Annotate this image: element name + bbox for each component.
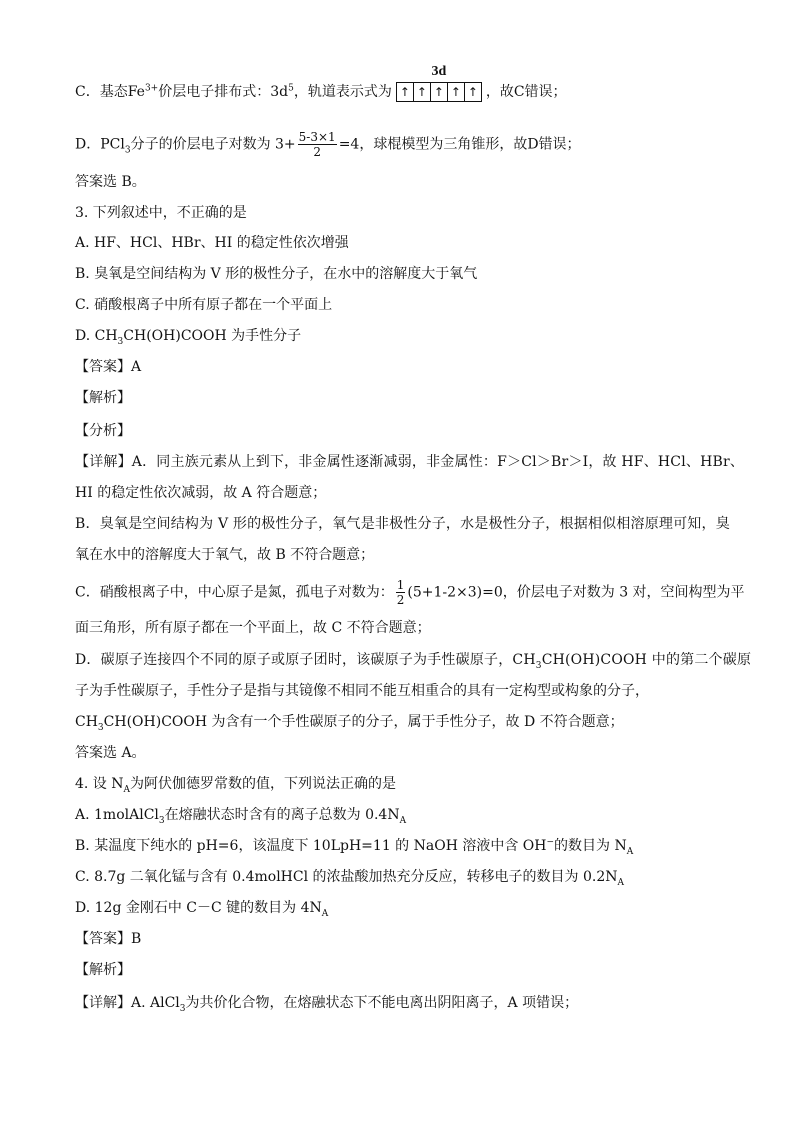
up-arrow-icon: ↑: [448, 83, 465, 101]
question-stem: [75, 774, 396, 794]
detail-line: [75, 712, 624, 732]
text-run: =4，球棍模型为三角锥形，故D错误；: [338, 136, 581, 153]
subscript: 3: [535, 660, 542, 671]
text-run: CH(OH)COOH 为含有一个手性碳原子的分子，属于手性分子，故 D 不符合题意；: [103, 714, 624, 730]
text-run: CH(OH)COOH 中的第二个碳原: [541, 652, 752, 668]
subscript: 3: [97, 722, 104, 733]
numerator: 1: [396, 578, 405, 592]
explanation-line-d: [75, 130, 581, 159]
option-b: B. 臭氧是空间结构为 V 形的极性分子，在水中的溶解度大于氧气: [75, 266, 478, 282]
detail-line: [75, 993, 578, 1013]
text-run: 4. 设 N: [75, 776, 124, 792]
detail-line: 【详解】A．同主族元素从上到下，非金属性逐渐减弱，非金属性：F＞Cl＞Br＞I，故 HF、HCl、HBr、: [75, 454, 745, 470]
question-stem: 3. 下列叙述中，不正确的是: [75, 205, 247, 221]
analysis-tag: 【解析】: [75, 962, 131, 978]
text-run: D．PCl: [75, 136, 125, 153]
text-run: A. 1molAlCl: [75, 807, 159, 823]
detail-line: [75, 578, 745, 607]
text-run: 在熔融状态时含有的离子总数为 0.4N: [164, 807, 400, 823]
text-run: C．基态Fe: [75, 84, 145, 100]
text-run: B. 某温度下纯水的 pH=6，该温度下 10LpH=11 的 NaOH 溶液中含 OH: [75, 838, 547, 854]
text-run: CH: [75, 714, 98, 730]
detail-line: [75, 650, 751, 670]
answer-line: 答案选 B。: [75, 174, 146, 190]
answer-tag: 【答案】A: [75, 359, 142, 375]
denominator: 2: [396, 593, 405, 607]
text-run: 为阿伏伽德罗常数的值，下列说法正确的是: [130, 776, 397, 792]
up-arrow-icon: ↑: [414, 83, 431, 101]
option-b: [75, 836, 633, 856]
subscript: A: [399, 815, 407, 826]
text-run: CH(OH)COOH 为手性分子: [123, 328, 302, 344]
text-run: ，故C错误；: [485, 84, 567, 100]
text-run: 【详解】A. AlCl: [75, 995, 180, 1011]
subscript: 3: [179, 1003, 186, 1014]
text-run: C. 8.7g 二氧化锰与含有 0.4molHCl 的浓盐酸加热充分反应，转移电子的数目为 0.2N: [75, 869, 618, 885]
text-run: 为共价化合物，在熔融状态下不能电离出阴阳离子，A 项错误；: [185, 995, 579, 1011]
subscript: A: [321, 908, 329, 919]
denominator: 2: [313, 145, 321, 159]
detail-line: B．臭氧是空间结构为 V 形的极性分子，氧气是非极性分子，水是极性分子，根据相似相溶原理可知，臭: [75, 516, 730, 532]
breakdown-tag: 【分析】: [75, 423, 131, 439]
subscript: A: [626, 846, 634, 857]
orbital-label: 3d: [431, 64, 447, 79]
option-c: [75, 867, 624, 887]
detail-line: HI 的稳定性依次减弱，故 A 符合题意；: [75, 485, 327, 501]
text-run: (5+1-2×3)=0，价层电子对数为 3 对，空间构型为平: [407, 584, 745, 601]
explanation-line-c: [75, 64, 567, 102]
option-d: [75, 898, 328, 918]
option-a: A. HF、HCl、HBr、HI 的稳定性依次增强: [75, 235, 349, 251]
superscript: −: [546, 837, 555, 848]
subscript: 3: [117, 336, 124, 347]
text-run: C．硝酸根离子中，中心原子是氮，孤电子对数为：: [75, 584, 394, 601]
subscript: 3: [124, 145, 131, 156]
detail-line: 子为手性碳原子，手性分子是指与其镜像不相同不能互相重合的具有一定构型或构象的分子，: [75, 683, 649, 699]
text-run: 分子的价层电子对数为 3+: [130, 136, 296, 153]
option-c: C. 硝酸根离子中所有原子都在一个平面上: [75, 297, 333, 313]
subscript: 3: [158, 815, 165, 826]
up-arrow-icon: ↑: [431, 83, 448, 101]
orbital-diagram: [396, 64, 482, 102]
text-run: 价层电子排布式：3d: [158, 84, 289, 100]
fraction: [298, 130, 337, 159]
fraction: [396, 578, 406, 607]
answer-tag: 【答案】B: [75, 931, 142, 947]
up-arrow-icon: ↑: [467, 85, 478, 99]
subscript: A: [617, 877, 624, 888]
detail-line: 面三角形，所有原子都在一个平面上，故 C 不符合题意；: [75, 620, 431, 636]
orbital-boxes: [396, 82, 482, 102]
superscript: 5: [288, 83, 294, 94]
detail-line: 氧在水中的溶解度大于氧气，故 B 不符合题意；: [75, 547, 375, 563]
option-d: [75, 326, 301, 346]
option-a: [75, 805, 406, 825]
up-arrow-icon: ↑: [397, 83, 414, 101]
superscript: 3+: [144, 83, 159, 94]
numerator: 5-3×1: [298, 130, 336, 144]
text-run: 的数目为 N: [554, 838, 627, 854]
text-run: ，轨道表示式为: [293, 84, 392, 100]
subscript: A: [123, 784, 131, 795]
analysis-tag: 【解析】: [75, 390, 131, 406]
text-run: D．碳原子连接四个不同的原子或原子团时，该碳原子为手性碳原子，CH: [75, 652, 536, 668]
text-run: D. 12g 金刚石中 C－C 键的数目为 4N: [75, 900, 322, 916]
text-run: D. CH: [75, 328, 118, 344]
answer-line: 答案选 A。: [75, 745, 146, 761]
